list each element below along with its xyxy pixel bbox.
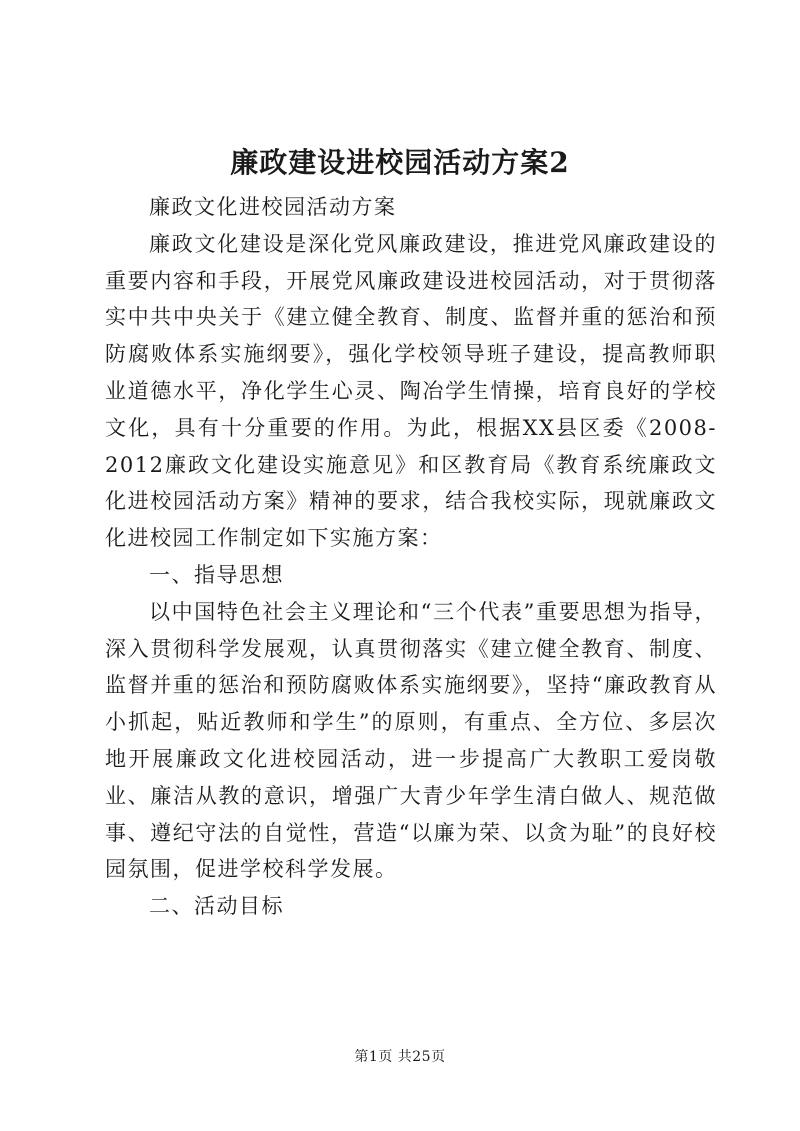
guiding-ideology-paragraph: 以中国特色社会主义理论和“三个代表”重要思想为指导，深入贯彻科学发展观，认真贯彻落实《建立健全教育、制度、监督并重的惩治和预防腐败体系实施纲要》，坚持“廉政教育从小抓起，贴近教师和学生”的原则，有重点、全方位、多层次地开展廉政文化进校园活动，进一步提高广大教职工爱岗敬业、廉洁从教的意识，增强广大青少年学生清白做人、规范做事、遵纪守法的自觉性，营造“以廉为荣、以贪为耻”的良好校园氛围，促进学校科学发展。 (105, 599, 717, 882)
section-heading-guiding-ideology: 一、指导思想 (149, 562, 284, 587)
section-heading-activity-goals: 二、活动目标 (149, 894, 284, 919)
page-number-label: 第1页 共25页 (354, 1049, 446, 1065)
document-title: 廉政建设进校园活动方案2 (230, 146, 570, 179)
intro-paragraph: 廉政文化建设是深化党风廉政建设，推进党风廉政建设的重要内容和手段，开展党风廉政建设进校园活动，对于贯彻落实中共中央关于《建立健全教育、制度、监督并重的惩治和预防腐败体系实施纲要》，强化学校领导班子建设，提高教师职业道德水平，净化学生心灵、陶冶学生情操，培育良好的学校文化，具有十分重要的作用。为此，根据XX县区委《2008-2012廉政文化建设实施意见》和区教育局《教育系统廉政文化进校园活动方案》精神的要求，结合我校实际，现就廉政文化进校园工作制定如下实施方案： (105, 231, 717, 551)
document-body (105, 189, 717, 925)
page-footer (0, 1047, 800, 1067)
subtitle-paragraph: 廉政文化进校园活动方案 (149, 195, 397, 219)
